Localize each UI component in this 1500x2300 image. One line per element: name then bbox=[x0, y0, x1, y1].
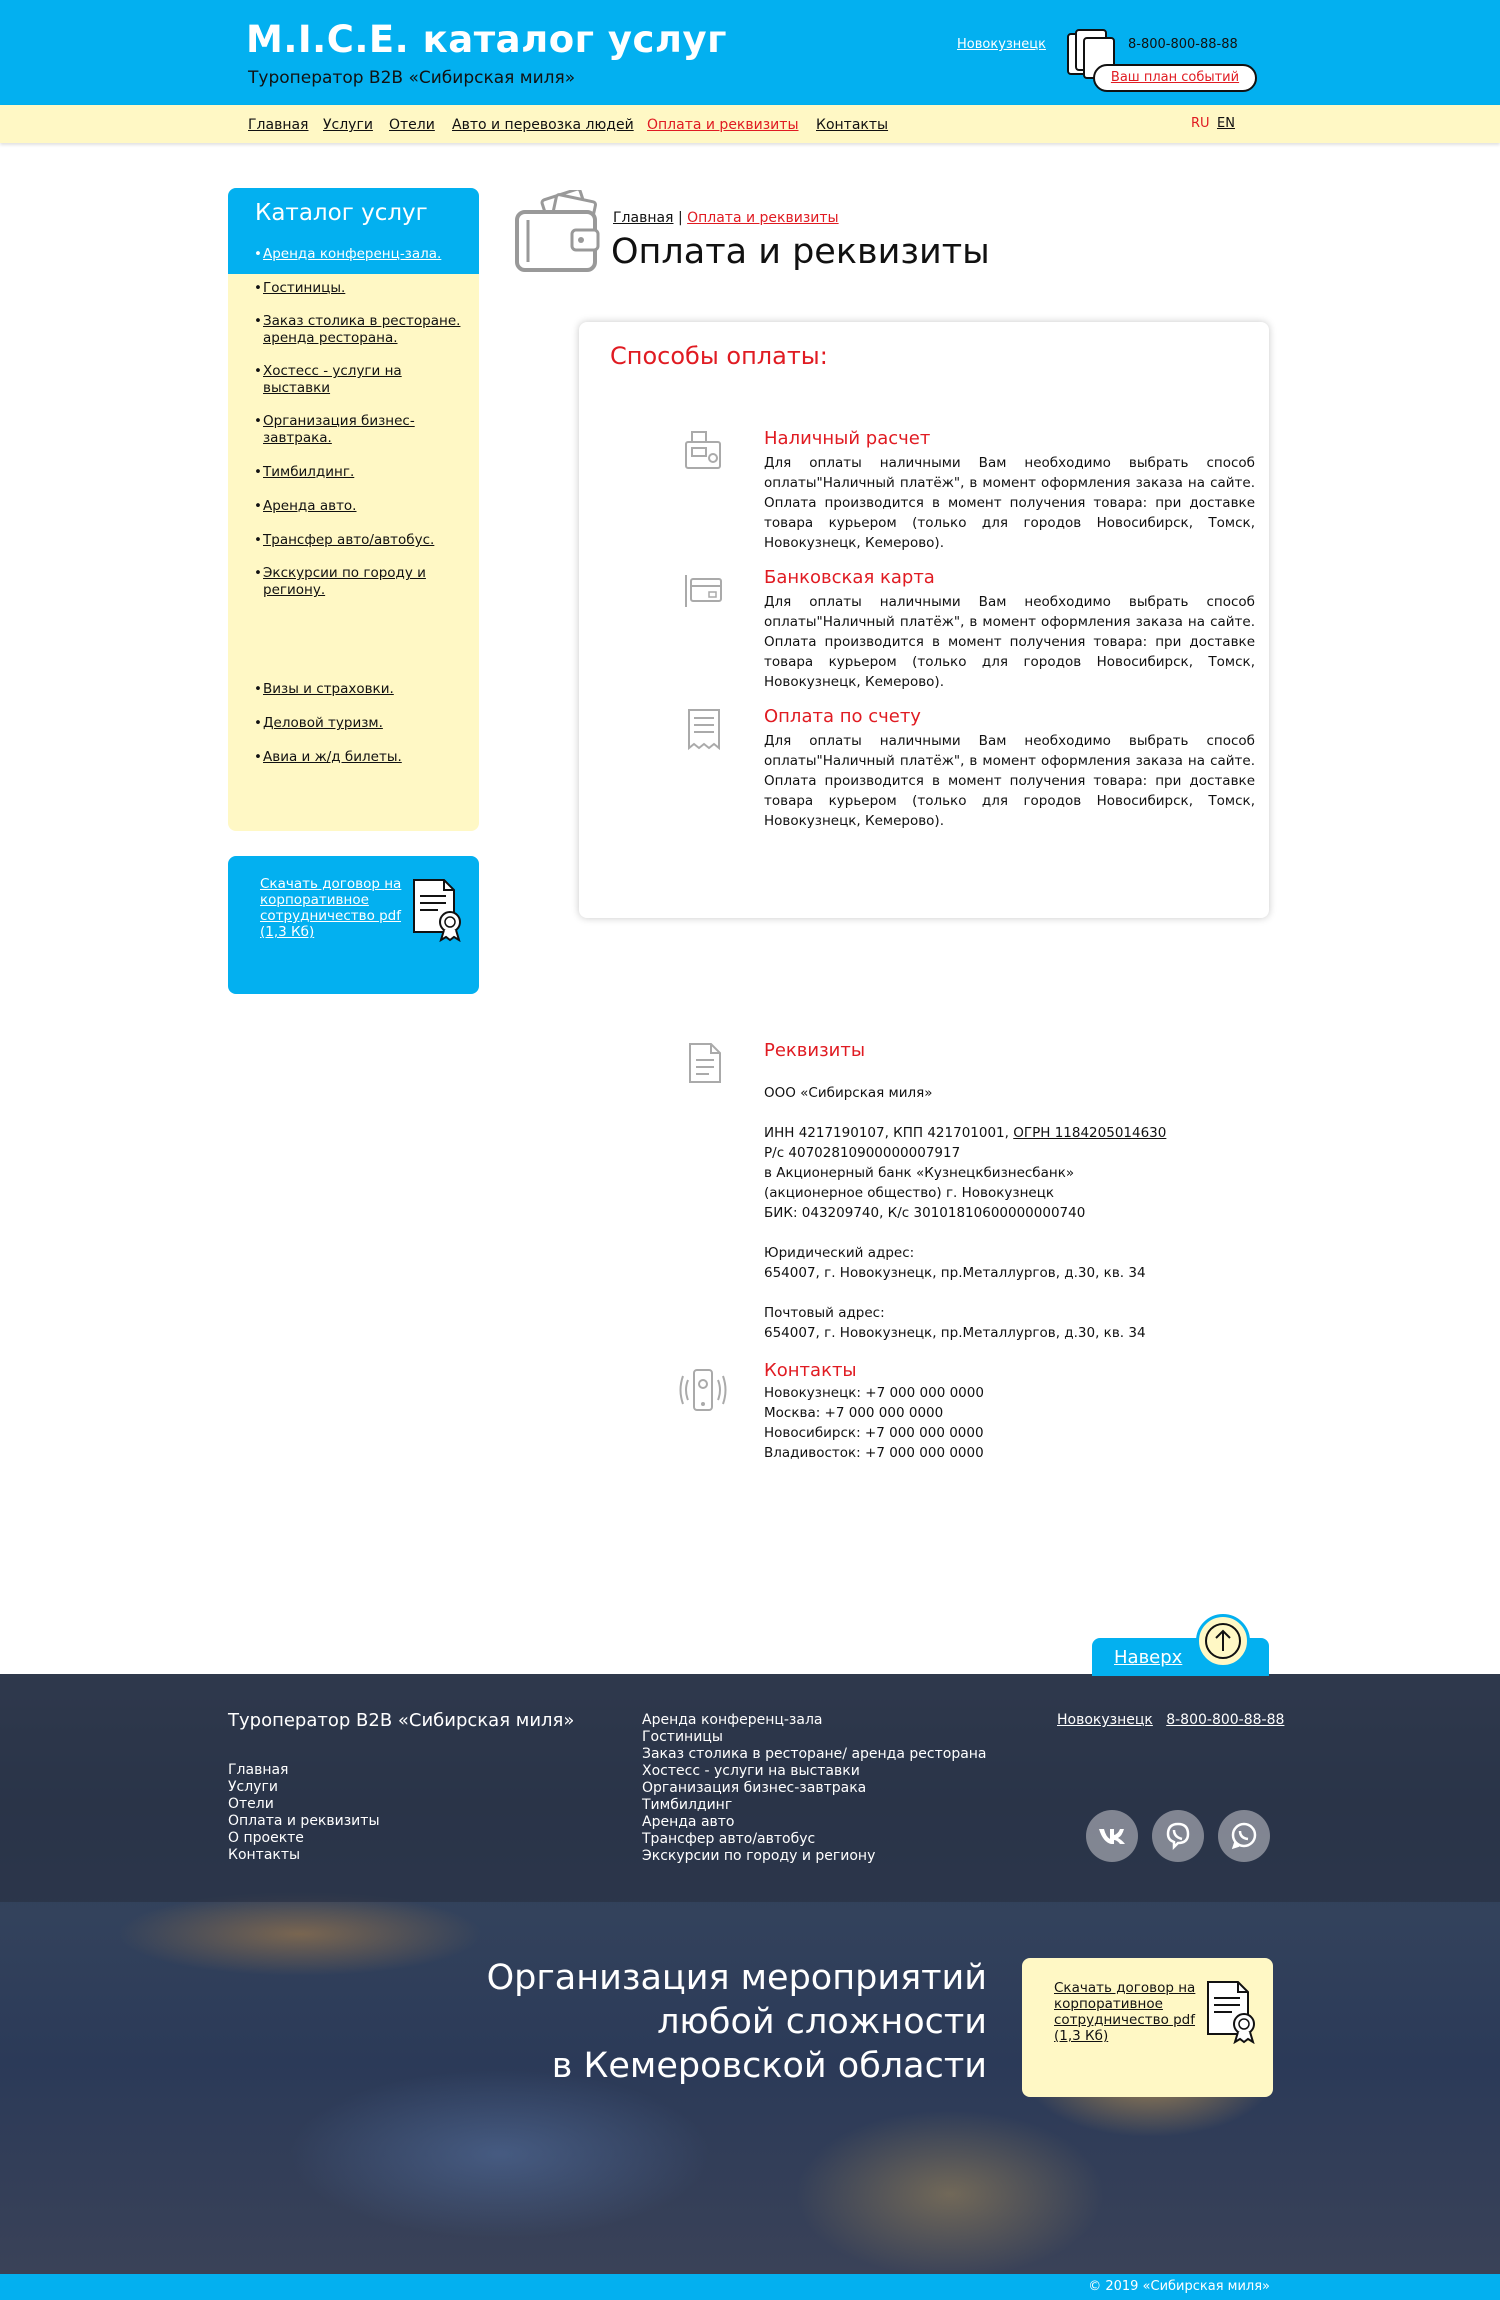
footer-slogan bbox=[330, 1956, 987, 2088]
sidebar-item-label: Аренда авто. bbox=[263, 498, 357, 514]
wallet-icon bbox=[514, 190, 604, 275]
payment-method-text: Для оплаты наличными Вам необходимо выбрать способ оплаты"Наличный платёж", в момент оформления заказа на сайте. Оплата производится в момент получения товара: при доставке товара курьером (только для городов Новосибирск, Томск, Новокузнецк, Кемерово). bbox=[764, 455, 1255, 551]
requisites-bank-city: (акционерное общество) г. Новокузнецк bbox=[764, 1185, 1055, 1201]
contact-line: Москва: +7 000 000 0000 bbox=[764, 1405, 944, 1421]
sidebar-item[interactable] bbox=[263, 749, 468, 766]
contact-line: Владивосток: +7 000 000 0000 bbox=[764, 1445, 984, 1461]
requisites-title: Реквизиты bbox=[764, 1040, 866, 1061]
nav-item-contacts[interactable]: Контакты bbox=[816, 117, 889, 133]
payment-method-title: Банковская карта bbox=[764, 567, 935, 588]
download-contract-link[interactable]: Скачать договор на корпоративное сотрудничество pdf (1,3 Кб) bbox=[260, 876, 402, 940]
footer-company: Туроператор B2B «Сибирская миля» bbox=[228, 1710, 575, 1731]
footer-link[interactable]: Контакты bbox=[228, 1847, 301, 1863]
sidebar-item[interactable] bbox=[263, 681, 468, 698]
site-footer bbox=[0, 1674, 1500, 2274]
bank-card-icon bbox=[683, 567, 725, 613]
back-to-top-button[interactable] bbox=[1196, 1614, 1250, 1668]
nav-item-hotels[interactable]: Отели bbox=[389, 117, 435, 133]
contact-line: Новокузнецк: +7 000 000 0000 bbox=[764, 1385, 984, 1401]
footer-link[interactable]: Услуги bbox=[228, 1779, 278, 1795]
site-subtitle: Туроператор B2B «Сибирская миля» bbox=[248, 68, 576, 88]
payment-method-title: Наличный расчет bbox=[764, 428, 931, 449]
viber-button[interactable] bbox=[1152, 1810, 1204, 1862]
vk-button[interactable] bbox=[1086, 1810, 1138, 1862]
sidebar-item-label: Аренда конференц-зала. bbox=[263, 246, 442, 262]
phone-contacts-icon bbox=[678, 1366, 728, 1416]
footer-link[interactable]: О проекте bbox=[228, 1830, 304, 1846]
site-header bbox=[0, 0, 1500, 105]
legal-address: 654007, г. Новокузнецк, пр.Металлургов, д.30, кв. 34 bbox=[764, 1265, 1146, 1281]
sidebar-item[interactable] bbox=[263, 565, 468, 599]
sidebar-item[interactable] bbox=[263, 313, 468, 347]
catalog-sidebar bbox=[228, 188, 479, 831]
footer-service-link[interactable]: Экскурсии по городу и региону bbox=[642, 1848, 876, 1864]
breadcrumb-separator: | bbox=[677, 210, 683, 226]
postal-address: 654007, г. Новокузнецк, пр.Металлургов, д.30, кв. 34 bbox=[764, 1325, 1146, 1341]
footer-phone-link[interactable]: 8-800-800-88-88 bbox=[1166, 1712, 1285, 1728]
download-contract-link[interactable]: Скачать договор на корпоративное сотрудничество pdf (1,3 Кб) bbox=[1054, 1980, 1196, 2044]
sidebar-item-label: Хостесс - услуги на выставки bbox=[263, 363, 402, 396]
footer-service-link[interactable]: Тимбилдинг bbox=[642, 1797, 733, 1813]
requisites-inn bbox=[764, 1123, 1166, 1143]
requisites-company: ООО «Сибирская миля» bbox=[764, 1085, 933, 1101]
footer-link[interactable]: Отели bbox=[228, 1796, 274, 1812]
nav-item-home[interactable]: Главная bbox=[248, 117, 309, 133]
footer-service-link[interactable]: Аренда конференц-зала bbox=[642, 1712, 823, 1728]
breadcrumb-home[interactable]: Главная bbox=[613, 210, 674, 226]
header-phone[interactable]: 8-800-800-88-88 bbox=[1128, 37, 1238, 52]
lang-en[interactable]: EN bbox=[1217, 116, 1235, 131]
document-icon bbox=[687, 1042, 723, 1084]
footer-download-contract[interactable] bbox=[1022, 1958, 1273, 2097]
legal-address-label: Юридический адрес: bbox=[764, 1245, 915, 1261]
copyright-bar bbox=[0, 2274, 1500, 2300]
sidebar-item[interactable] bbox=[263, 280, 468, 297]
sidebar-download-contract[interactable] bbox=[228, 856, 479, 994]
sidebar-item-label: Трансфер авто/автобус. bbox=[263, 532, 435, 548]
footer-city-link[interactable]: Новокузнецк bbox=[1057, 1712, 1153, 1728]
sidebar-item[interactable] bbox=[263, 532, 468, 549]
sidebar-item-label: Заказ столика в ресторане. аренда ресторана. bbox=[263, 313, 461, 346]
footer-link[interactable]: Оплата и реквизиты bbox=[228, 1813, 380, 1829]
footer-service-link[interactable]: Хостесс - услуги на выставки bbox=[642, 1763, 860, 1779]
sidebar-item[interactable] bbox=[263, 363, 468, 397]
vk-icon bbox=[1086, 1810, 1138, 1862]
contacts-title: Контакты bbox=[764, 1360, 857, 1381]
whatsapp-button[interactable] bbox=[1218, 1810, 1270, 1862]
copyright: © 2019 «Сибирская миля» bbox=[1088, 2279, 1270, 2294]
sidebar-item[interactable] bbox=[263, 498, 468, 515]
footer-service-link[interactable]: Организация бизнес-завтрака bbox=[642, 1780, 867, 1796]
city-link[interactable]: Новокузнецк bbox=[957, 37, 1047, 52]
footer-link[interactable]: Главная bbox=[228, 1762, 289, 1778]
nav-item-transport[interactable]: Авто и перевозка людей bbox=[452, 117, 634, 133]
sidebar-item-label: Тимбилдинг. bbox=[263, 464, 355, 480]
footer-contact bbox=[1057, 1712, 1284, 1728]
arrow-up-icon bbox=[1199, 1617, 1247, 1665]
event-plan-button[interactable]: Ваш план событий bbox=[1093, 64, 1257, 92]
requisites-inn-kpp: ИНН 4217190107, КПП 421701001, bbox=[764, 1125, 1009, 1141]
lang-ru[interactable]: RU bbox=[1191, 116, 1210, 131]
back-to-top-label[interactable]: Наверх bbox=[1114, 1647, 1183, 1668]
footer-service-link[interactable]: Гостиницы bbox=[642, 1729, 723, 1745]
main-nav bbox=[0, 105, 1500, 143]
footer-service-link[interactable]: Аренда авто bbox=[642, 1814, 735, 1830]
certificate-icon bbox=[410, 878, 466, 942]
whatsapp-icon bbox=[1218, 1810, 1270, 1862]
requisites-account: Р/с 40702810900000007917 bbox=[764, 1145, 961, 1161]
requisites-bik: БИК: 043209740, К/с 30101810600000000740 bbox=[764, 1205, 1086, 1221]
footer-service-link[interactable]: Заказ столика в ресторане/ аренда ресторана bbox=[642, 1746, 987, 1762]
site-title: M.I.C.E. каталог услуг bbox=[246, 18, 727, 61]
sidebar-item-label: Авиа и ж/д билеты. bbox=[263, 749, 402, 765]
slogan-line: Организация мероприятий bbox=[486, 1958, 987, 1998]
slogan-line: в Кемеровской области bbox=[551, 2046, 987, 2086]
requisites-ogrn-link[interactable]: ОГРН 1184205014630 bbox=[1013, 1125, 1167, 1141]
invoice-icon bbox=[683, 706, 725, 752]
payment-method-title: Оплата по счету bbox=[764, 706, 921, 727]
contact-line: Новосибирск: +7 000 000 0000 bbox=[764, 1425, 984, 1441]
payment-method-text: Для оплаты наличными Вам необходимо выбрать способ оплаты"Наличный платёж", в момент оформления заказа на сайте. Оплата производится в момент получения товара: при доставке товара курьером (только для городов Новосибирск, Томск, Новокузнецк, Кемерово). bbox=[764, 594, 1255, 690]
cash-register-icon bbox=[683, 428, 725, 474]
certificate-icon bbox=[1204, 1980, 1260, 2044]
sidebar-item[interactable] bbox=[263, 464, 468, 481]
breadcrumb-current[interactable]: Оплата и реквизиты bbox=[687, 210, 839, 226]
sidebar-item-label: Организация бизнес-завтрака. bbox=[263, 413, 415, 446]
page-title: Оплата и реквизиты bbox=[611, 232, 990, 272]
sidebar-title: Каталог услуг bbox=[255, 200, 428, 226]
nav-item-services[interactable]: Услуги bbox=[323, 117, 373, 133]
payment-methods-title: Способы оплаты: bbox=[610, 342, 828, 370]
requisites-bank: в Акционерный банк «Кузнецкбизнесбанк» bbox=[764, 1165, 1075, 1181]
sidebar-item-label: Гостиницы. bbox=[263, 280, 346, 296]
payment-methods-card bbox=[579, 322, 1269, 918]
payment-method-text: Для оплаты наличными Вам необходимо выбрать способ оплаты"Наличный платёж", в момент оформления заказа на сайте. Оплата производится в момент получения товара: при доставке товара курьером (только для городов Новосибирск, Томск, Новокузнецк, Кемерово). bbox=[764, 733, 1255, 829]
viber-icon bbox=[1152, 1810, 1204, 1862]
sidebar-item-label: Экскурсии по городу и региону. bbox=[263, 565, 426, 598]
back-to-top[interactable] bbox=[1092, 1638, 1269, 1676]
sidebar-item-label: Визы и страховки. bbox=[263, 681, 394, 697]
slogan-line: любой сложности bbox=[657, 2002, 987, 2042]
sidebar-item[interactable] bbox=[263, 246, 468, 263]
breadcrumb bbox=[613, 210, 839, 226]
sidebar-item[interactable] bbox=[263, 413, 468, 447]
postal-address-label: Почтовый адрес: bbox=[764, 1305, 885, 1321]
nav-item-payment[interactable]: Оплата и реквизиты bbox=[647, 117, 799, 133]
sidebar-item-label: Деловой туризм. bbox=[263, 715, 383, 731]
footer-service-link[interactable]: Трансфер авто/автобус bbox=[642, 1831, 816, 1847]
sidebar-item[interactable] bbox=[263, 715, 468, 732]
